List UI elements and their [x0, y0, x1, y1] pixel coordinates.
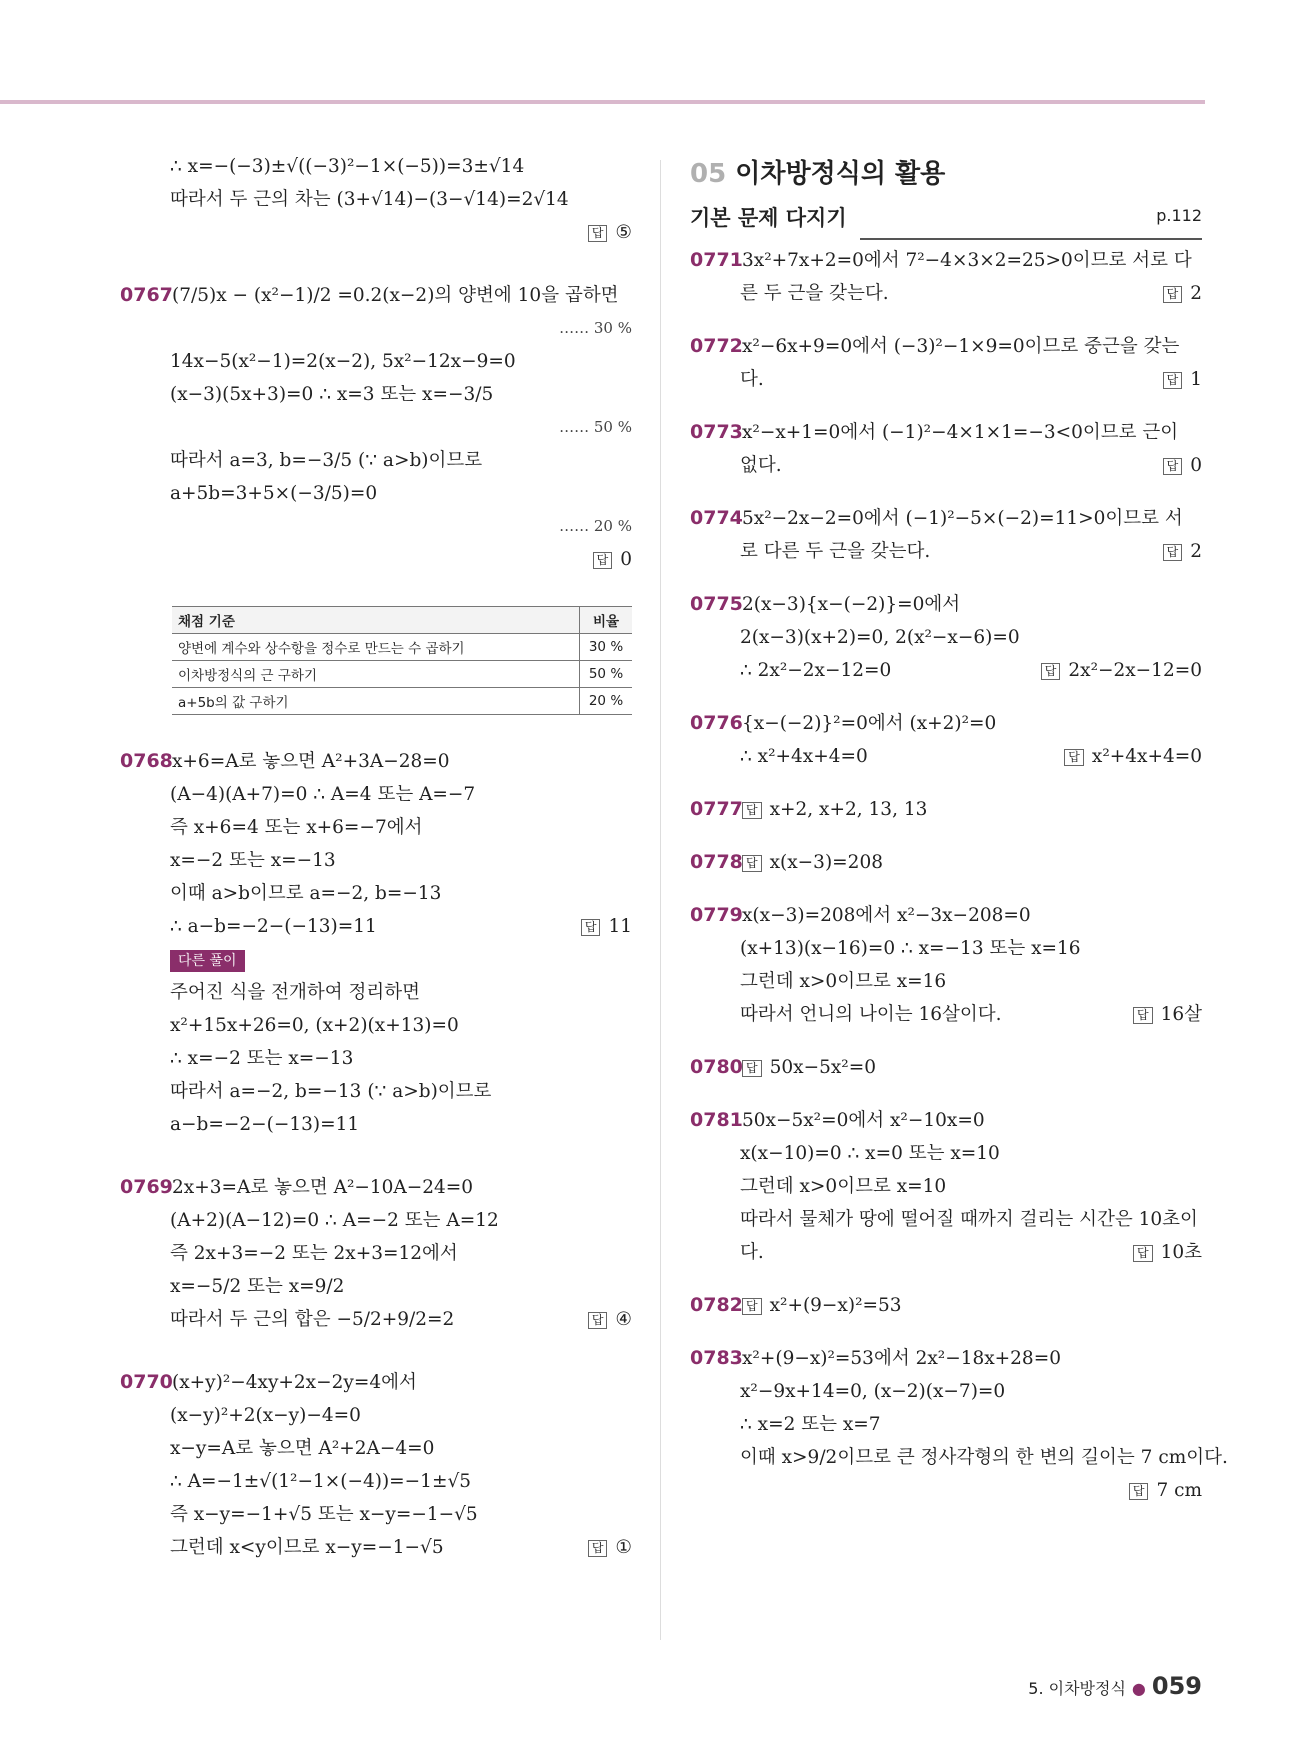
solution-line [120, 1366, 632, 1399]
answer [581, 910, 632, 943]
scoring-row [172, 634, 632, 661]
solution-text: 따라서 a=3, b=−3/5 (∵ a>b)이므로 [170, 450, 483, 471]
problem-0780 [690, 1051, 1202, 1084]
solution-text: (A−4)(A+7)=0 ∴ A=4 또는 A=−7 [170, 784, 476, 805]
solution-text: x²−x+1=0에서 (−1)²−4×1×1=−3<0이므로 근이 [742, 422, 1179, 443]
solution-line [690, 1051, 1202, 1084]
solution-text: ∴ x=−2 또는 x=−13 [170, 1048, 354, 1069]
section-number: 05 [690, 159, 727, 189]
page-footer [1028, 1672, 1202, 1700]
problem-0774 [690, 502, 1202, 568]
solution-text: {x−(−2)}²=0에서 (x+2)²=0 [742, 713, 997, 734]
problem-number: 0772 [690, 335, 743, 357]
solution-line [690, 899, 1202, 932]
solution-line [690, 740, 1202, 773]
answer-value: ⑤ [615, 222, 632, 243]
answer [1133, 998, 1202, 1031]
solution-line [120, 1303, 632, 1336]
solution-line [690, 1342, 1202, 1375]
solution-line [690, 330, 1202, 363]
solution-line [120, 844, 632, 877]
scoring-cell: 양변에 계수와 상수항을 정수로 만드는 수 곱하기 [172, 634, 580, 661]
answer [1163, 363, 1202, 396]
solution-text: ∴ x=2 또는 x=7 [740, 1414, 881, 1435]
answer [1163, 277, 1202, 310]
answer-mark-icon: 답 [742, 1060, 762, 1077]
solution-text: 14x−5(x²−1)=2(x−2), 5x²−12x−9=0 [170, 351, 516, 372]
answer-mark-icon: 답 [593, 552, 613, 569]
problem-number: 0770 [120, 1371, 173, 1393]
answer-mark-icon: 답 [1129, 1483, 1149, 1500]
solution-line [120, 811, 632, 844]
alternative-solution-badge: 다른 풀이 [170, 950, 245, 972]
answer-value: 50x−5x²=0 [769, 1057, 876, 1078]
solution-line [690, 502, 1202, 535]
solution-text: 른 두 근을 갖는다. [740, 283, 889, 304]
solution-line [120, 1432, 632, 1465]
solution-line [690, 707, 1202, 740]
solution-line [120, 1042, 632, 1075]
solution-line [690, 998, 1202, 1031]
block-gap [120, 715, 632, 745]
answer-value: x(x−3)=208 [769, 852, 883, 873]
solution-text: ∴ 2x²−2x−12=0 [740, 660, 892, 681]
answer-value: x+2, x+2, 13, 13 [769, 799, 928, 820]
block-gap [690, 1084, 1202, 1104]
solution-line [120, 1075, 632, 1108]
solution-text: a−b=−2−(−13)=11 [170, 1114, 360, 1135]
solution-text: ∴ x=−(−3)±√((−3)²−1×(−5))=3±√14 [170, 156, 525, 177]
answer-mark-icon: 답 [588, 225, 608, 242]
block-gap [690, 879, 1202, 899]
answer-value: 7 cm [1156, 1480, 1202, 1501]
solution-text: 따라서 두 근의 합은 −5/2+9/2=2 [170, 1309, 455, 1330]
solution-line [120, 1171, 632, 1204]
solution-text: 5x²−2x−2=0에서 (−1)²−5×(−2)=11>0이므로 서 [742, 508, 1183, 529]
continued-solution [120, 150, 632, 249]
problem-number: 0774 [690, 507, 743, 529]
answer-mark-icon: 답 [581, 919, 601, 936]
block-gap [120, 1336, 632, 1366]
block-gap [120, 576, 632, 606]
problem-number: 0783 [690, 1347, 743, 1369]
scoring-row [172, 661, 632, 688]
solution-line [120, 543, 632, 576]
subheading-rule [860, 238, 1202, 240]
solution-text: (x−3)(5x+3)=0 ∴ x=3 또는 x=−3/5 [170, 384, 494, 405]
solution-text: 따라서 두 근의 차는 (3+√14)−(3−√14)=2√14 [170, 189, 569, 210]
solution-line [690, 932, 1202, 965]
solution-line [690, 965, 1202, 998]
solution-text: (x+13)(x−16)=0 ∴ x=−13 또는 x=16 [740, 938, 1081, 959]
subheading [690, 198, 1202, 244]
solution-line [120, 150, 632, 183]
answer-mark-icon: 답 [1133, 1245, 1153, 1262]
solution-text: x²−6x+9=0에서 (−3)²−1×9=0이므로 중근을 갖는 [742, 336, 1180, 357]
solution-line [120, 411, 632, 444]
left-column [120, 150, 632, 1594]
solution-text: x(x−10)=0 ∴ x=0 또는 x=10 [740, 1143, 1000, 1164]
block-gap [690, 687, 1202, 707]
problem-0781 [690, 1104, 1202, 1269]
score-percent: …… 30 % [559, 319, 632, 337]
scoring-table [172, 606, 632, 715]
answer-mark-icon: 답 [588, 1540, 608, 1557]
problem-0767 [120, 279, 632, 576]
problem-0777 [690, 793, 1202, 826]
answer-value: 16살 [1160, 1004, 1202, 1025]
solution-line [690, 1170, 1202, 1203]
solution-line [690, 1375, 1202, 1408]
solution-text: x−y=A로 놓으면 A²+2A−4=0 [170, 1438, 435, 1459]
answer-mark-icon: 답 [1133, 1007, 1153, 1024]
problem-0772 [690, 330, 1202, 396]
solution-text: x(x−3)=208에서 x²−3x−208=0 [742, 905, 1031, 926]
answer [1163, 449, 1202, 482]
solution-text: 2x+3=A로 놓으면 A²−10A−24=0 [172, 1177, 474, 1198]
solution-line [690, 449, 1202, 482]
answer-mark-icon: 답 [1163, 286, 1183, 303]
scoring-header-row [172, 607, 632, 634]
solution-text: 50x−5x²=0에서 x²−10x=0 [742, 1110, 985, 1131]
solution-text: 다. [740, 369, 764, 390]
problem-0782 [690, 1289, 1202, 1322]
answer [1064, 740, 1202, 773]
block-gap [120, 249, 632, 279]
solution-text: (7/5)x − (x²−1)/2 =0.2(x−2)의 양변에 10을 곱하면 [172, 285, 619, 306]
solution-line [120, 778, 632, 811]
problem-number: 0771 [690, 249, 743, 271]
answer-mark-icon: 답 [1163, 544, 1183, 561]
answer-mark-icon: 답 [1163, 458, 1183, 475]
answer-value: 0 [620, 549, 632, 570]
answer [1041, 654, 1202, 687]
solution-text: 2(x−3){x−(−2)}=0에서 [742, 594, 961, 615]
subheading-title: 기본 문제 다지기 [690, 206, 847, 230]
column-divider [660, 160, 661, 1640]
problem-0771 [690, 244, 1202, 310]
solution-line [120, 1465, 632, 1498]
solution-text: 즉 x−y=−1+√5 또는 x−y=−1−√5 [170, 1504, 478, 1525]
score-percent: …… 50 % [559, 418, 632, 436]
problem-number: 0767 [120, 284, 173, 306]
solution-text: (x−y)²+2(x−y)−4=0 [170, 1405, 361, 1426]
solution-text: x=−5/2 또는 x=9/2 [170, 1276, 345, 1297]
problem-number: 0775 [690, 593, 743, 615]
block-gap [120, 1141, 632, 1171]
answer-value: x²+4x+4=0 [1091, 746, 1202, 767]
answer-value: 2x²−2x−12=0 [1068, 660, 1202, 681]
solution-line [690, 1408, 1202, 1441]
scoring-cell: 20 % [580, 688, 633, 715]
problem-number: 0768 [120, 750, 173, 772]
block-gap [690, 396, 1202, 416]
problem-0768 [120, 745, 632, 1141]
solution-line [690, 1441, 1228, 1474]
solution-text: a+5b=3+5×(−3/5)=0 [170, 483, 378, 504]
solution-line [120, 1237, 632, 1270]
solution-text: 즉 x+6=4 또는 x+6=−7에서 [170, 817, 423, 838]
top-rule [0, 100, 1205, 104]
solution-line [690, 1137, 1202, 1170]
solution-line [690, 846, 1202, 879]
solution-text: 로 다른 두 근을 갖는다. [740, 541, 931, 562]
problem-number: 0777 [690, 798, 743, 820]
answer-mark-icon: 답 [742, 855, 762, 872]
solution-text: 2(x−3)(x+2)=0, 2(x²−x−6)=0 [740, 627, 1020, 648]
solution-line [690, 1289, 1202, 1322]
solution-text: x+6=A로 놓으면 A²+3A−28=0 [172, 751, 450, 772]
answer [1163, 535, 1202, 568]
solution-text: 그런데 x>0이므로 x=10 [740, 1176, 947, 1197]
block-gap [690, 826, 1202, 846]
solution-text: 그런데 x>0이므로 x=16 [740, 971, 947, 992]
answer [1133, 1236, 1202, 1269]
solution-line [690, 793, 1202, 826]
solution-line [120, 444, 632, 477]
page-reference: p.112 [1156, 206, 1202, 225]
solution-line [120, 1531, 632, 1564]
solution-line [690, 1203, 1202, 1236]
answer-mark-icon: 답 [742, 802, 762, 819]
solution-line [120, 279, 632, 312]
solution-text: 그런데 x<y이므로 x−y=−1−√5 [170, 1537, 444, 1558]
solution-line [690, 621, 1202, 654]
solution-line [120, 345, 632, 378]
problem-0778 [690, 846, 1202, 879]
problem-0773 [690, 416, 1202, 482]
block-gap [690, 1031, 1202, 1051]
right-problems [690, 244, 1228, 1527]
solution-line [690, 1474, 1202, 1507]
solution-text: x=−2 또는 x=−13 [170, 850, 336, 871]
answer-mark-icon: 답 [742, 1298, 762, 1315]
solution-line [120, 378, 632, 411]
block-gap [690, 773, 1202, 793]
solution-text: 주어진 식을 전개하여 정리하면 [170, 982, 420, 1003]
solution-line [120, 877, 632, 910]
solution-line [690, 416, 1202, 449]
solution-line [120, 183, 632, 216]
answer-value: 2 [1190, 541, 1202, 562]
block-gap [120, 1564, 632, 1594]
answer-value: 0 [1190, 455, 1202, 476]
solution-line [690, 363, 1202, 396]
solution-text: x²+(9−x)²=53에서 2x²−18x+28=0 [742, 1348, 1061, 1369]
block-gap [690, 568, 1202, 588]
scoring-row [172, 688, 632, 715]
solution-line [120, 1009, 632, 1042]
solution-text: 없다. [740, 455, 782, 476]
solution-line [120, 1270, 632, 1303]
problem-number: 0769 [120, 1176, 173, 1198]
solution-line [690, 654, 1202, 687]
solution-line [690, 277, 1202, 310]
solution-text: x²+15x+26=0, (x+2)(x+13)=0 [170, 1015, 459, 1036]
problem-number: 0780 [690, 1056, 743, 1078]
problem-0770 [120, 1366, 632, 1564]
answer-value: 1 [1190, 369, 1202, 390]
solution-line [120, 216, 632, 249]
solution-text: 따라서 물체가 땅에 떨어질 때까지 걸리는 시간은 10초이 [740, 1209, 1198, 1230]
chapter-name: 5. 이차방정식 [1028, 1679, 1126, 1698]
solution-line [120, 477, 632, 510]
answer-mark-icon: 답 [1041, 663, 1061, 680]
scoring-cell: a+5b의 값 구하기 [172, 688, 580, 715]
answer-value: 2 [1190, 283, 1202, 304]
solution-text: ∴ x²+4x+4=0 [740, 746, 868, 767]
solution-line [690, 588, 1202, 621]
problem-number: 0779 [690, 904, 743, 926]
solution-line [120, 745, 632, 778]
solution-line [120, 510, 632, 543]
bullet-dot-icon: ● [1131, 1679, 1146, 1698]
problem-0779 [690, 899, 1202, 1031]
block-gap [690, 482, 1202, 502]
section-title: 이차방정식의 활용 [735, 159, 946, 189]
solution-text: ∴ A=−1±√(1²−1×(−4))=−1±√5 [170, 1471, 472, 1492]
problem-number: 0776 [690, 712, 743, 734]
answer [588, 1303, 632, 1336]
solution-text: 즉 2x+3=−2 또는 2x+3=12에서 [170, 1243, 458, 1264]
solution-line [120, 1108, 632, 1141]
problem-0776 [690, 707, 1202, 773]
solution-line [120, 1498, 632, 1531]
problem-number: 0782 [690, 1294, 743, 1316]
page-number: 059 [1151, 1672, 1202, 1700]
solution-line [690, 535, 1202, 568]
solution-text: 따라서 a=−2, b=−13 (∵ a>b)이므로 [170, 1081, 492, 1102]
block-gap [690, 1269, 1202, 1289]
solution-line [120, 1204, 632, 1237]
scoring-cell: 이차방정식의 근 구하기 [172, 661, 580, 688]
right-column [690, 150, 1228, 1527]
solution-line [690, 244, 1202, 277]
scoring-header-cell: 채점 기준 [172, 607, 580, 634]
answer-value: x²+(9−x)²=53 [769, 1295, 902, 1316]
problem-0775 [690, 588, 1202, 687]
solution-text: ∴ a−b=−2−(−13)=11 [170, 916, 377, 937]
problem-0783 [690, 1342, 1228, 1507]
solution-text: 따라서 언니의 나이는 16살이다. [740, 1004, 1002, 1025]
solution-line [120, 943, 632, 976]
answer-value: ① [615, 1537, 632, 1558]
solution-text: 이때 x>9/2이므로 큰 정사각형의 한 변의 길이는 7 cm이다. [740, 1447, 1228, 1468]
problem-0769 [120, 1171, 632, 1336]
section-heading [690, 150, 1202, 198]
solution-text: (A+2)(A−12)=0 ∴ A=−2 또는 A=12 [170, 1210, 499, 1231]
scoring-header-cell: 비율 [580, 607, 633, 634]
solution-text: x²−9x+14=0, (x−2)(x−7)=0 [740, 1381, 1006, 1402]
block-gap [690, 310, 1202, 330]
block-gap [690, 1322, 1202, 1342]
solution-text: 3x²+7x+2=0에서 7²−4×3×2=25>0이므로 서로 다 [742, 250, 1192, 271]
solution-line [120, 1399, 632, 1432]
solution-line [120, 976, 632, 1009]
answer-value: 10초 [1160, 1242, 1202, 1263]
answer-mark-icon: 답 [1064, 749, 1084, 766]
solution-text: 이때 a>b이므로 a=−2, b=−13 [170, 883, 442, 904]
solution-text: (x+y)²−4xy+2x−2y=4에서 [172, 1372, 417, 1393]
solution-line [120, 910, 632, 943]
answer-value: ④ [615, 1309, 632, 1330]
answer-value: 11 [608, 916, 632, 937]
problem-number: 0778 [690, 851, 743, 873]
scoring-cell: 50 % [580, 661, 633, 688]
solution-line [120, 312, 632, 345]
answer-mark-icon: 답 [1163, 372, 1183, 389]
solution-text: 다. [740, 1242, 764, 1263]
answer-mark-icon: 답 [588, 1312, 608, 1329]
scoring-cell: 30 % [580, 634, 633, 661]
solution-line [690, 1104, 1202, 1137]
answer [588, 1531, 632, 1564]
block-gap [690, 1507, 1202, 1527]
problem-number: 0781 [690, 1109, 743, 1131]
problem-number: 0773 [690, 421, 743, 443]
solution-line [690, 1236, 1202, 1269]
score-percent: …… 20 % [559, 517, 632, 535]
